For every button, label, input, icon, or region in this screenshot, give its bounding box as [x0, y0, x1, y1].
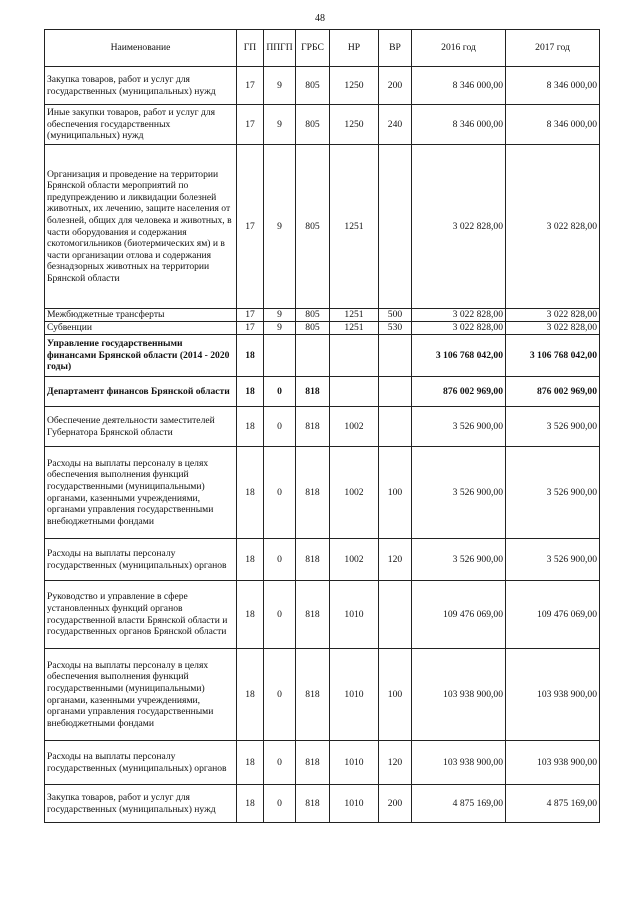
cell-ppgp: 0: [264, 377, 296, 407]
cell-ppgp: 0: [264, 649, 296, 741]
cell-vr: 200: [379, 785, 412, 823]
cell-name: Организация и проведение на территории Брянской области мероприятий по предупреждению и ликвидации болезней животных, их лечению, защите населения от болезней, общих для человека и животных, в части оборудования и содержания скотомогильников (биотермических ям) и в части организации отлова и содержания безнадзорных животных на территории Брянской области: [45, 145, 237, 309]
cell-nr: 1010: [330, 785, 379, 823]
cell-name: Расходы на выплаты персоналу в целях обеспечения выполнения функций государственными (муниципальными) органами, казенными учреждениями, органами управления государственными внебюджетными фондами: [45, 447, 237, 539]
cell-gp: 17: [237, 322, 264, 335]
header-vr: ВР: [379, 30, 412, 67]
cell-vr: 200: [379, 67, 412, 105]
header-2017: 2017 год: [506, 30, 600, 67]
table-row: [45, 741, 600, 785]
cell-nr: 1010: [330, 649, 379, 741]
cell-ppgp: 0: [264, 785, 296, 823]
cell-amount-2016: 103 938 900,00: [412, 741, 506, 785]
cell-amount-2017: 8 346 000,00: [506, 105, 600, 145]
cell-vr: 500: [379, 309, 412, 322]
cell-gp: 18: [237, 741, 264, 785]
cell-ppgp: 0: [264, 539, 296, 581]
cell-vr: 240: [379, 105, 412, 145]
table-row: [45, 67, 600, 105]
cell-amount-2017: 4 875 169,00: [506, 785, 600, 823]
cell-grbs: 818: [296, 649, 330, 741]
cell-vr: 100: [379, 649, 412, 741]
table-row: [45, 309, 600, 322]
cell-amount-2017: 103 938 900,00: [506, 649, 600, 741]
cell-grbs: 818: [296, 377, 330, 407]
cell-amount-2017: 3 526 900,00: [506, 407, 600, 447]
cell-gp: 18: [237, 447, 264, 539]
cell-nr: [330, 335, 379, 377]
cell-grbs: 805: [296, 67, 330, 105]
cell-vr: [379, 145, 412, 309]
cell-vr: [379, 377, 412, 407]
cell-gp: 18: [237, 649, 264, 741]
cell-amount-2016: 3 526 900,00: [412, 407, 506, 447]
cell-amount-2016: 3 022 828,00: [412, 309, 506, 322]
cell-name: Иные закупки товаров, работ и услуг для обеспечения государственных (муниципальных) нужд: [45, 105, 237, 145]
cell-nr: [330, 377, 379, 407]
cell-amount-2016: 4 875 169,00: [412, 785, 506, 823]
cell-name: Расходы на выплаты персоналу государственных (муниципальных) органов: [45, 741, 237, 785]
cell-ppgp: 0: [264, 581, 296, 649]
table-header-row: [45, 30, 600, 67]
header-2016: 2016 год: [412, 30, 506, 67]
cell-grbs: 818: [296, 407, 330, 447]
table-row: [45, 377, 600, 407]
cell-ppgp: 0: [264, 741, 296, 785]
table-row: [45, 145, 600, 309]
table-row: [45, 785, 600, 823]
cell-nr: 1002: [330, 407, 379, 447]
cell-amount-2017: 3 526 900,00: [506, 447, 600, 539]
cell-amount-2017: 103 938 900,00: [506, 741, 600, 785]
cell-name: Закупка товаров, работ и услуг для государственных (муниципальных) нужд: [45, 785, 237, 823]
table-row: [45, 322, 600, 335]
cell-ppgp: 9: [264, 145, 296, 309]
cell-gp: 18: [237, 539, 264, 581]
cell-gp: 18: [237, 335, 264, 377]
header-grbs: ГРБС: [296, 30, 330, 67]
cell-amount-2016: 3 022 828,00: [412, 322, 506, 335]
cell-amount-2016: 3 526 900,00: [412, 447, 506, 539]
cell-nr: 1010: [330, 741, 379, 785]
cell-grbs: 805: [296, 105, 330, 145]
cell-gp: 17: [237, 309, 264, 322]
cell-ppgp: 9: [264, 67, 296, 105]
cell-nr: 1251: [330, 309, 379, 322]
cell-amount-2017: 3 106 768 042,00: [506, 335, 600, 377]
cell-grbs: [296, 335, 330, 377]
cell-gp: 18: [237, 785, 264, 823]
cell-amount-2016: 8 346 000,00: [412, 105, 506, 145]
cell-grbs: 805: [296, 145, 330, 309]
cell-amount-2017: 3 022 828,00: [506, 309, 600, 322]
header-gp: ГП: [237, 30, 264, 67]
cell-grbs: 818: [296, 581, 330, 649]
cell-grbs: 818: [296, 447, 330, 539]
cell-vr: 530: [379, 322, 412, 335]
cell-vr: 100: [379, 447, 412, 539]
cell-ppgp: 0: [264, 407, 296, 447]
table-row: [45, 335, 600, 377]
cell-ppgp: 9: [264, 322, 296, 335]
cell-amount-2016: 3 106 768 042,00: [412, 335, 506, 377]
cell-grbs: 818: [296, 539, 330, 581]
table-row: [45, 407, 600, 447]
cell-vr: [379, 407, 412, 447]
cell-amount-2017: 8 346 000,00: [506, 67, 600, 105]
cell-nr: 1002: [330, 447, 379, 539]
table-row: [45, 539, 600, 581]
header-nr: НР: [330, 30, 379, 67]
cell-gp: 17: [237, 105, 264, 145]
cell-gp: 18: [237, 581, 264, 649]
header-name: Наименование: [45, 30, 237, 67]
cell-vr: [379, 581, 412, 649]
budget-table: [44, 29, 600, 823]
cell-amount-2017: 3 526 900,00: [506, 539, 600, 581]
table-row: [45, 649, 600, 741]
cell-amount-2016: 8 346 000,00: [412, 67, 506, 105]
cell-amount-2017: 109 476 069,00: [506, 581, 600, 649]
cell-name: Межбюджетные трансферты: [45, 309, 237, 322]
cell-amount-2017: 876 002 969,00: [506, 377, 600, 407]
cell-name: Субвенции: [45, 322, 237, 335]
cell-amount-2016: 3 022 828,00: [412, 145, 506, 309]
table-row: [45, 447, 600, 539]
table-row: [45, 105, 600, 145]
cell-ppgp: 9: [264, 309, 296, 322]
cell-gp: 17: [237, 67, 264, 105]
cell-name: Обеспечение деятельности заместителей Губернатора Брянской области: [45, 407, 237, 447]
cell-name: Департамент финансов Брянской области: [45, 377, 237, 407]
cell-ppgp: 9: [264, 105, 296, 145]
cell-nr: 1250: [330, 67, 379, 105]
cell-name: Расходы на выплаты персоналу государственных (муниципальных) органов: [45, 539, 237, 581]
cell-grbs: 805: [296, 322, 330, 335]
cell-nr: 1251: [330, 145, 379, 309]
cell-gp: 18: [237, 377, 264, 407]
cell-amount-2016: 103 938 900,00: [412, 649, 506, 741]
cell-ppgp: 0: [264, 447, 296, 539]
cell-ppgp: [264, 335, 296, 377]
cell-nr: 1250: [330, 105, 379, 145]
cell-nr: 1251: [330, 322, 379, 335]
cell-amount-2017: 3 022 828,00: [506, 322, 600, 335]
cell-vr: 120: [379, 741, 412, 785]
cell-gp: 18: [237, 407, 264, 447]
cell-grbs: 805: [296, 309, 330, 322]
cell-name: Руководство и управление в сфере установленных функций органов государственной власти Брянской области и государственных органов Брянской области: [45, 581, 237, 649]
cell-amount-2017: 3 022 828,00: [506, 145, 600, 309]
cell-name: Управление государственными финансами Брянской области (2014 - 2020 годы): [45, 335, 237, 377]
cell-vr: [379, 335, 412, 377]
cell-nr: 1010: [330, 581, 379, 649]
cell-amount-2016: 109 476 069,00: [412, 581, 506, 649]
cell-grbs: 818: [296, 741, 330, 785]
cell-name: Закупка товаров, работ и услуг для государственных (муниципальных) нужд: [45, 67, 237, 105]
cell-nr: 1002: [330, 539, 379, 581]
cell-grbs: 818: [296, 785, 330, 823]
header-ppgp: ППГП: [264, 30, 296, 67]
cell-gp: 17: [237, 145, 264, 309]
cell-vr: 120: [379, 539, 412, 581]
cell-name: Расходы на выплаты персоналу в целях обеспечения выполнения функций государственными (муниципальными) органами, казенными учреждениями, органами управления государственными внебюджетными фондами: [45, 649, 237, 741]
cell-amount-2016: 876 002 969,00: [412, 377, 506, 407]
cell-amount-2016: 3 526 900,00: [412, 539, 506, 581]
table-row: [45, 581, 600, 649]
page-number: 48: [315, 13, 325, 24]
